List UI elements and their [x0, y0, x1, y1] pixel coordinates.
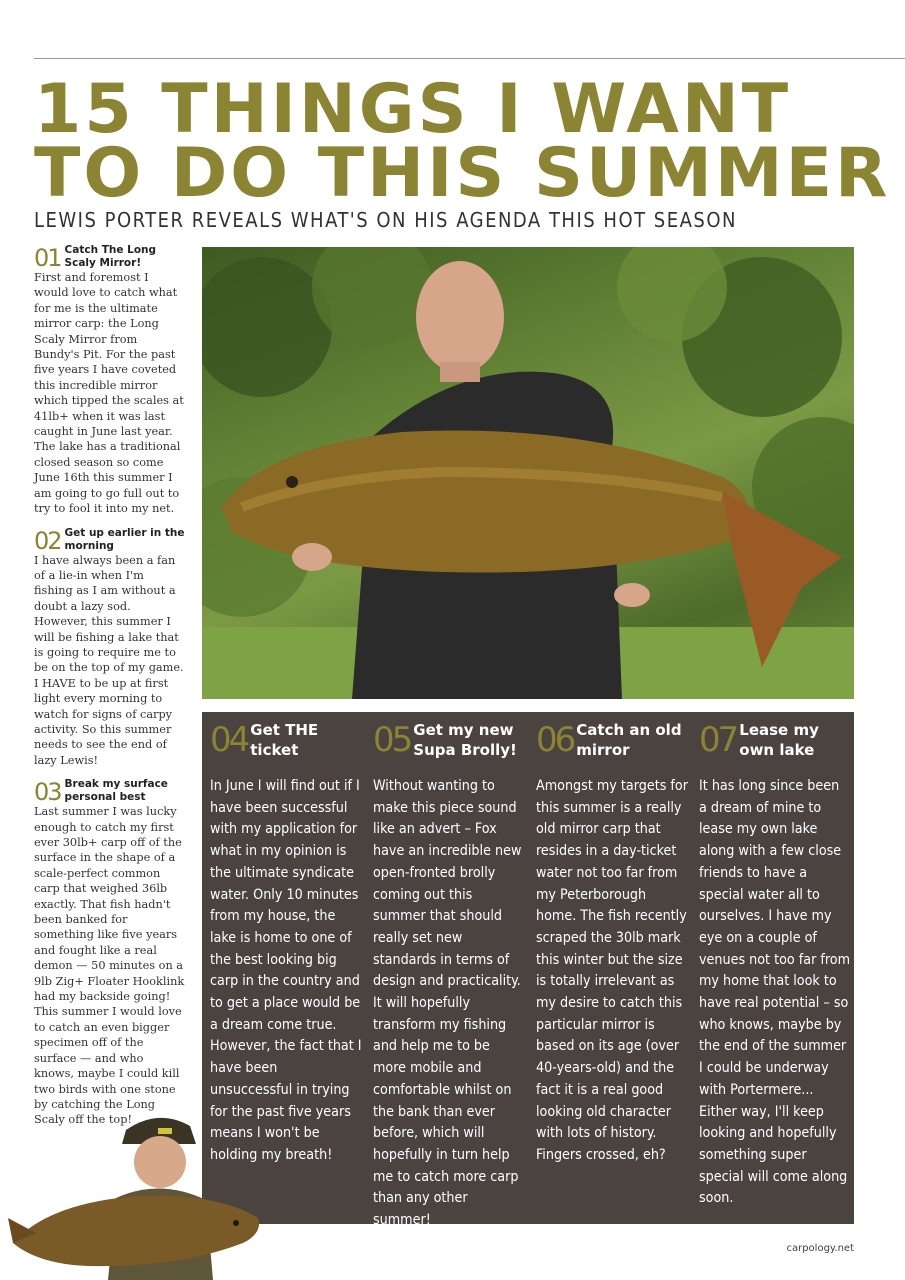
item-body: First and foremost I would love to catch what for me is the ultimate mirror carp: the Long Scaly Mirror from Bundy's Pit. For the past five years I have coveted this incredible mirror which tipped the scales at 41lb+ when it was last caught in June last year. The lake has a traditional closed season so come June 16th this summer I am going to go full out to try to fool it into my net.: [34, 271, 184, 516]
item-body: I have always been a fan of a lie-in when I'm fishing as I am without a doubt a lazy sod. However, this summer I will be fishing a lake that is going to require me to be on the top of my game. I HAVE to be up at first light every morning to watch for signs of carpy activity. So this summer needs to see the end of lazy Lewis!: [34, 553, 184, 767]
list-item: [34, 244, 186, 517]
list-item: [699, 720, 851, 1210]
item-body: In June I will find out if I have been successful with my application for what in my opinion is the ultimate syndicate water. Only 10 minutes from my house, the lake is home to one of the best looking big carp in the country and to get a place would be a dream come true. However, the fact that I have been unsuccessful in trying for the past five years means I won't be holding my breath!: [210, 778, 362, 1163]
item-number: 03: [34, 778, 61, 807]
list-item: [373, 720, 525, 1232]
item-title: Catch an old mirror: [576, 721, 682, 759]
feature-box: [202, 712, 854, 1229]
item-number: 07: [699, 720, 737, 760]
list-item: [536, 720, 688, 1167]
item-number: 05: [373, 720, 411, 760]
item-body: It has long since been a dream of mine to lease my own lake along with a few close friends to have a special water all to ourselves. I have my eye on a couple of venues not too far from my home that look to have real potential – so who knows, maybe by the end of the summer I could be underway with Portermere... Either way, I'll keep looking and hopefully something super special will come along soon.: [699, 778, 851, 1207]
list-item: [210, 720, 362, 1167]
top-rule: [34, 58, 905, 59]
item-number: 01: [34, 244, 61, 272]
main-photo: [202, 247, 854, 699]
list-item: [34, 527, 186, 769]
item-title: Break my surface personal best: [64, 778, 168, 804]
item-title: Get THE ticket: [250, 721, 319, 759]
item-body: Without wanting to make this piece sound like an advert – Fox have an incredible new open-fronted brolly coming out this summer that should really set new standards in terms of design and practicality. It will hopefully transform my fishing and help me to be more mobile and comfortable whilst on the bank than ever before, which will hopefully in turn help me to catch more carp than any other summer!: [373, 778, 522, 1229]
page-subtitle: LEWIS PORTER REVEALS WHAT'S ON HIS AGENDA THIS HOT SEASON: [34, 208, 737, 232]
item-number: 02: [34, 526, 61, 555]
item-number: 06: [536, 720, 574, 760]
left-column: [34, 244, 186, 1138]
item-body: Last summer I was lucky enough to catch my first ever 30lb+ carp off of the surface in the shape of a scale-perfect common carp that weighed 36lb exactly. That fish hadn't been banked for something like five years and fought like a real demon — 50 minutes on a 9lb Zig+ Floater Hooklink had my backside going! This summer I would love to catch an even bigger specimen off of the surface — and who knows, maybe I could kill two birds with one stone by catching the Long Scaly off the top!: [34, 805, 185, 1127]
page-title: 15 THINGS I WANT TO DO THIS SUMMER: [34, 70, 891, 213]
item-body: Amongst my targets for this summer is a really old mirror carp that resides in a day-ticket water not too far from my Peterborough home. The fish recently scraped the 30lb mark this winter but the size is totally irrelevant as my desire to catch this particular mirror is based on its age (over 40-years-old) and the fact it is a real good looking old character with lots of history. Fingers crossed, eh?: [536, 778, 688, 1163]
item-title: Lease my own lake: [739, 721, 819, 759]
item-number: 04: [210, 720, 248, 760]
item-title: Get up earlier in the morning: [64, 526, 185, 552]
list-item: [34, 778, 186, 1128]
item-title: Catch The Long Scaly Mirror!: [64, 244, 157, 269]
inset-photo: [8, 1108, 268, 1280]
footer-url: carpology.net: [786, 1243, 854, 1254]
item-title: Get my new Supa Brolly!: [413, 721, 517, 759]
